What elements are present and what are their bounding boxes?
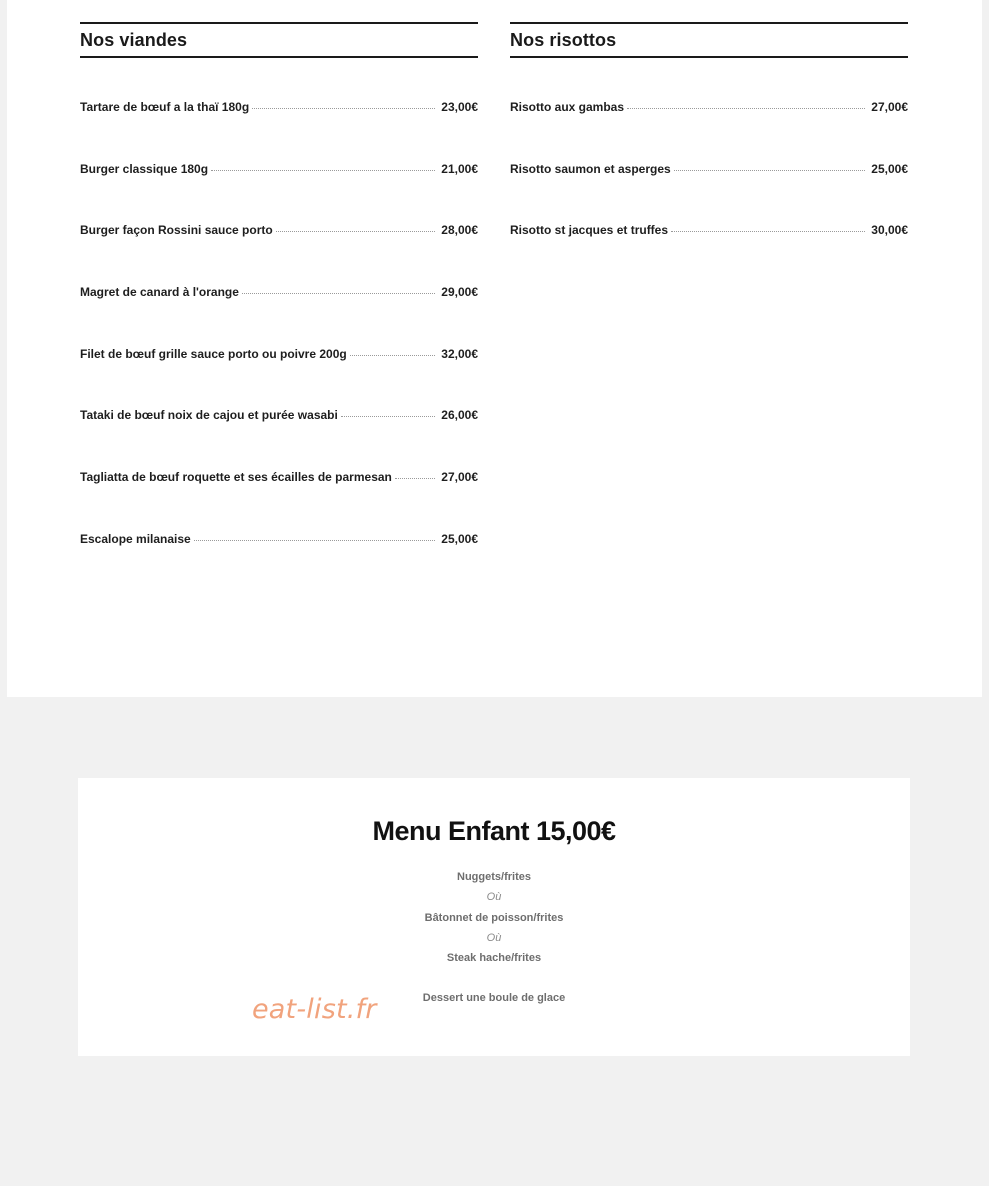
risottos-header bbox=[510, 22, 908, 58]
item-price: 25,00€ bbox=[871, 161, 908, 176]
dotted-leader bbox=[211, 170, 435, 171]
dotted-leader bbox=[350, 355, 436, 356]
menu-item bbox=[80, 162, 478, 224]
item-price: 26,00€ bbox=[441, 408, 478, 423]
item-name: Tagliatta de bœuf roquette et ses écailles de parmesan bbox=[80, 470, 392, 485]
dotted-leader bbox=[627, 108, 865, 109]
meats-header bbox=[80, 22, 478, 58]
item-price: 23,00€ bbox=[441, 100, 478, 114]
item-price: 25,00€ bbox=[441, 531, 478, 546]
dotted-leader bbox=[252, 108, 435, 109]
item-name: Burger façon Rossini sauce porto bbox=[80, 223, 273, 238]
menu-panel bbox=[7, 0, 982, 697]
kids-option: Steak hache/frites bbox=[446, 952, 542, 965]
meats-list bbox=[80, 100, 478, 594]
item-price: 27,00€ bbox=[441, 470, 478, 485]
menu-item bbox=[80, 223, 478, 285]
item-name: Magret de canard à l'orange bbox=[80, 285, 239, 300]
watermark: eat-list.fr bbox=[252, 994, 377, 1025]
menu-item bbox=[80, 347, 478, 409]
item-name: Tartare de bœuf a la thaï 180g bbox=[80, 100, 250, 114]
dotted-leader bbox=[395, 478, 435, 479]
menu-item bbox=[510, 162, 908, 224]
meats-title: Nos viandes bbox=[80, 29, 188, 50]
risottos-list bbox=[510, 100, 908, 285]
item-name: Filet de bœuf grille sauce porto ou poivre 200g bbox=[80, 346, 347, 361]
meats-section bbox=[80, 22, 478, 594]
menu-item bbox=[80, 285, 478, 347]
item-price: 27,00€ bbox=[871, 100, 908, 114]
kids-menu-panel bbox=[78, 778, 910, 1056]
item-name: Burger classique 180g bbox=[80, 161, 209, 176]
kids-option-separator: Où bbox=[486, 931, 502, 944]
dotted-leader bbox=[242, 293, 435, 294]
risottos-section bbox=[510, 22, 908, 285]
item-name: Risotto st jacques et truffes bbox=[510, 223, 669, 238]
risottos-title: Nos risottos bbox=[510, 29, 617, 50]
item-name: Tataki de bœuf noix de cajou et purée wasabi bbox=[80, 408, 338, 423]
item-price: 21,00€ bbox=[441, 161, 478, 176]
menu-item bbox=[510, 223, 908, 285]
kids-option: Bâtonnet de poisson/frites bbox=[424, 911, 564, 924]
kids-menu-options bbox=[78, 867, 910, 1009]
dotted-leader bbox=[671, 231, 865, 232]
menu-item bbox=[80, 100, 478, 162]
dotted-leader bbox=[276, 231, 436, 232]
dotted-leader bbox=[674, 170, 866, 171]
item-name: Escalope milanaise bbox=[80, 531, 191, 546]
dotted-leader bbox=[341, 416, 435, 417]
dotted-leader bbox=[194, 540, 436, 541]
menu-item bbox=[510, 100, 908, 162]
item-price: 28,00€ bbox=[441, 223, 478, 238]
item-price: 32,00€ bbox=[441, 346, 478, 361]
menu-item bbox=[80, 470, 478, 532]
menu-item bbox=[80, 408, 478, 470]
kids-option-separator: Où bbox=[486, 891, 502, 904]
kids-option: Nuggets/frites bbox=[457, 871, 531, 883]
kids-menu-title: Menu Enfant 15,00€ bbox=[372, 816, 616, 846]
menu-item bbox=[80, 532, 478, 594]
item-name: Risotto saumon et asperges bbox=[510, 161, 671, 176]
item-price: 29,00€ bbox=[441, 285, 478, 300]
item-price: 30,00€ bbox=[871, 223, 908, 238]
kids-dessert: Dessert une boule de glace bbox=[422, 992, 566, 1005]
item-name: Risotto aux gambas bbox=[510, 100, 625, 114]
